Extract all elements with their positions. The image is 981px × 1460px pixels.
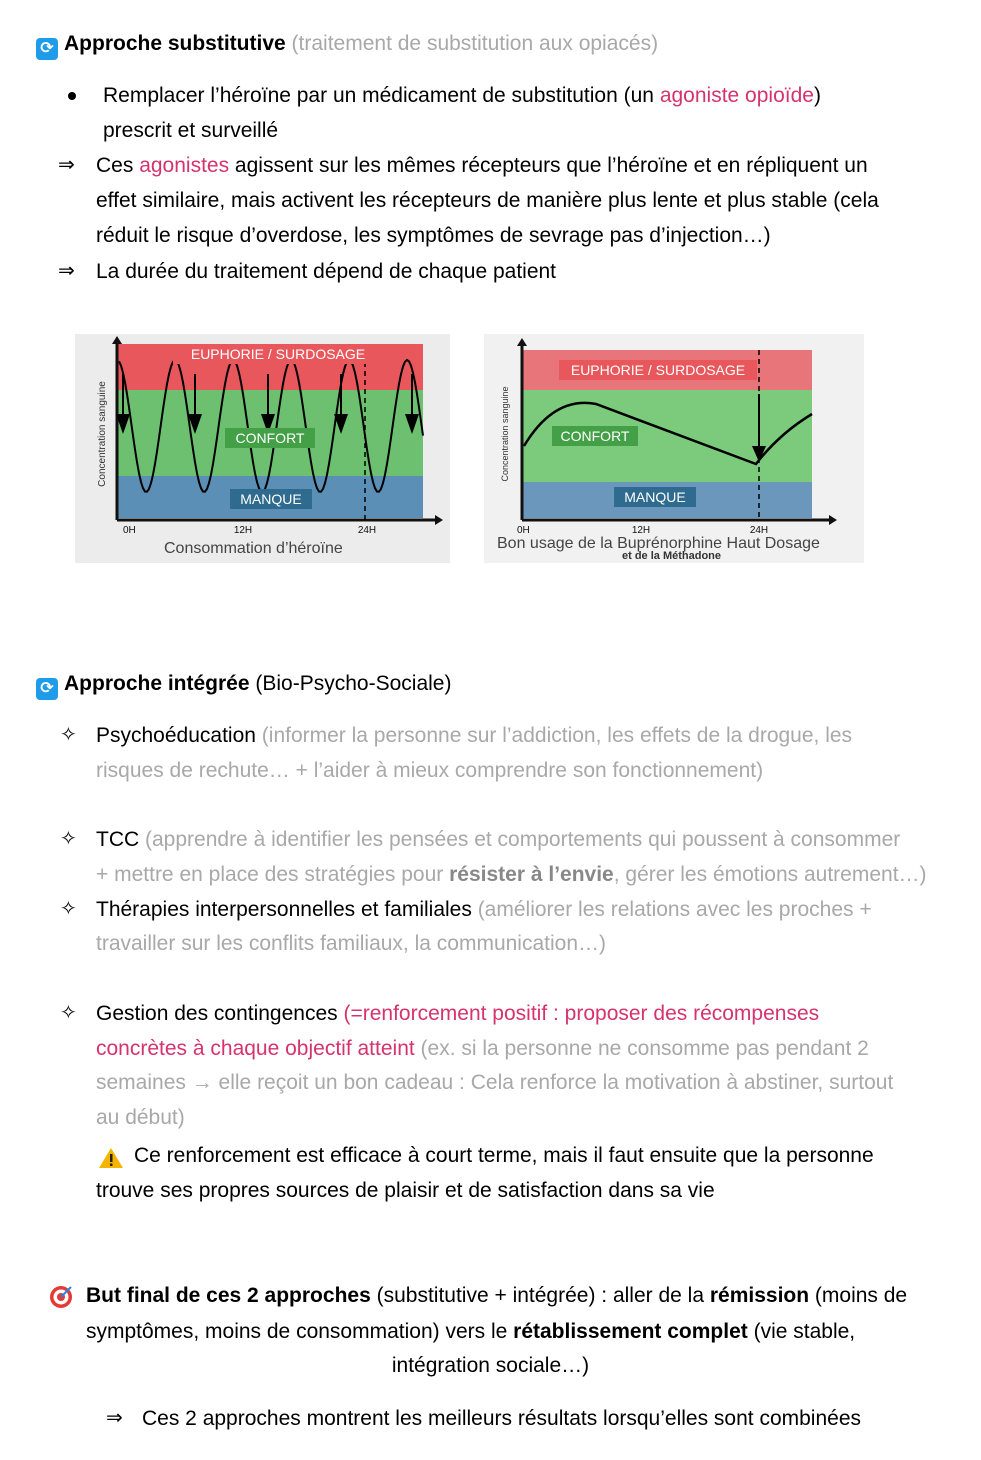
section1-subtitle: (traitement de substitution aux opiacés)	[291, 32, 659, 55]
arrow1-line1: Ces agonistes agissent sur les mêmes récepteurs que l’héroïne et en répliquent un	[96, 154, 868, 177]
x-tick-24h: 24H	[357, 525, 377, 536]
item-contingences-line4: au début)	[96, 1106, 185, 1129]
bullet-line2: prescrit et surveillé	[103, 119, 279, 142]
arrow1-line2: effet similaire, mais activent les récepteurs de manière plus lente et plus stable (cela	[96, 189, 879, 212]
warning-icon	[98, 1147, 124, 1169]
y-axis-label: Concentration sanguine	[500, 386, 510, 482]
item-tcc: TCC (apprendre à identifier les pensées et comportements qui poussent à consommer	[96, 828, 901, 851]
item-psychoeducation: Psychoéducation (informer la personne sur l’addiction, les effets de la drogue, les	[96, 724, 853, 747]
zone-label-euphoria: EUPHORIE / SURDOSAGE	[190, 346, 366, 362]
chart-heroin	[75, 334, 450, 563]
x-axis-arrow	[435, 515, 443, 525]
chart-buprenorphine	[484, 334, 864, 563]
zone-label-comfort: CONFORT	[560, 428, 630, 444]
chart-heroin-caption: Consommation d’héroïne	[164, 540, 343, 557]
item-therapies-line2: travailler sur les conflits familiaux, la communication…)	[96, 932, 606, 955]
star-bullet-icon: ✧	[60, 828, 77, 850]
star-bullet-icon: ✧	[60, 1002, 77, 1024]
x-tick-0h: 0H	[123, 525, 136, 536]
x-tick-0h: 0H	[517, 525, 530, 536]
x-tick-12h: 12H	[233, 525, 253, 536]
refresh-icon: ⟳	[36, 38, 58, 60]
warning-line2: trouve ses propres sources de plaisir et de satisfaction dans sa vie	[96, 1179, 715, 1202]
chart-bupre-subcaption: et de la Méthadone	[622, 550, 722, 562]
section1-title: Approche substitutive	[64, 32, 286, 55]
item-tcc-line2: + mettre en place des stratégies pour résister à l’envie, gérer les émotions autrement…)	[96, 863, 927, 886]
refresh-icon: ⟳	[36, 678, 58, 700]
x-axis-arrow	[829, 515, 837, 525]
y-axis-label: Concentration sanguine	[97, 381, 108, 487]
item-contingences-line2: concrètes à chaque objectif atteint (ex. si la personne ne consomme pas pendant 2	[96, 1037, 869, 1060]
zone-label-lack: MANQUE	[624, 489, 686, 505]
chart-heroin-svg	[75, 334, 450, 563]
item-contingences: Gestion des contingences (=renforcement positif : proposer des récompenses	[96, 1002, 820, 1025]
target-icon	[48, 1284, 74, 1310]
x-tick-12h: 12H	[631, 525, 651, 536]
y-axis-arrow	[112, 336, 122, 344]
warning-line1: Ce renforcement est efficace à court terme, mais il faut ensuite que la personne	[134, 1144, 874, 1167]
bullet-line1: Remplacer l’héroïne par un médicament de substitution (un agoniste opioïde)	[103, 84, 821, 107]
implies-arrow-icon: ⇒	[58, 154, 75, 176]
item-psychoeducation-line2: risques de rechute… + l’aider à mieux comprendre son fonctionnement)	[96, 759, 764, 782]
implies-arrow-icon: ⇒	[106, 1407, 123, 1429]
chart-bupre-caption: Bon usage de la Buprénorphine Haut Dosage	[497, 535, 820, 552]
zone-label-lack: MANQUE	[240, 491, 302, 507]
y-axis-arrow	[517, 338, 527, 346]
goal-line1: But final de ces 2 approches (substitutive + intégrée) : aller de la rémission (moins de	[86, 1284, 908, 1307]
star-bullet-icon: ✧	[60, 724, 77, 746]
zone-label-euphoria: EUPHORIE / SURDOSAGE	[570, 362, 746, 378]
section2-title: Approche intégrée	[64, 672, 250, 695]
bullet-dot	[68, 92, 76, 100]
conclusion-line: Ces 2 approches montrent les meilleurs résultats lorsqu’elles sont combinées	[142, 1407, 862, 1430]
goal-line2: symptômes, moins de consommation) vers le rétablissement complet (vie stable,	[86, 1320, 856, 1343]
x-tick-24h: 24H	[749, 525, 769, 536]
arrow1-line3: réduit le risque d’overdose, les symptômes de sevrage pas d’injection…)	[96, 224, 771, 247]
section2-heading	[36, 670, 451, 700]
section1-heading	[36, 30, 658, 60]
star-bullet-icon: ✧	[60, 898, 77, 920]
implies-arrow-icon: ⇒	[58, 260, 75, 282]
chart-buprenorphine-svg	[484, 334, 864, 563]
item-therapies: Thérapies interpersonnelles et familiales (améliorer les relations avec les proches +	[96, 898, 872, 921]
arrow2-line: La durée du traitement dépend de chaque patient	[96, 260, 557, 283]
section2-subtitle: (Bio-Psycho-Sociale)	[255, 672, 452, 695]
zone-label-comfort: CONFORT	[235, 430, 305, 446]
item-contingences-line3: semaines → elle reçoit un bon cadeau : Cela renforce la motivation à abstiner, surtout	[96, 1071, 894, 1094]
goal-line3: intégration sociale…)	[391, 1354, 590, 1377]
